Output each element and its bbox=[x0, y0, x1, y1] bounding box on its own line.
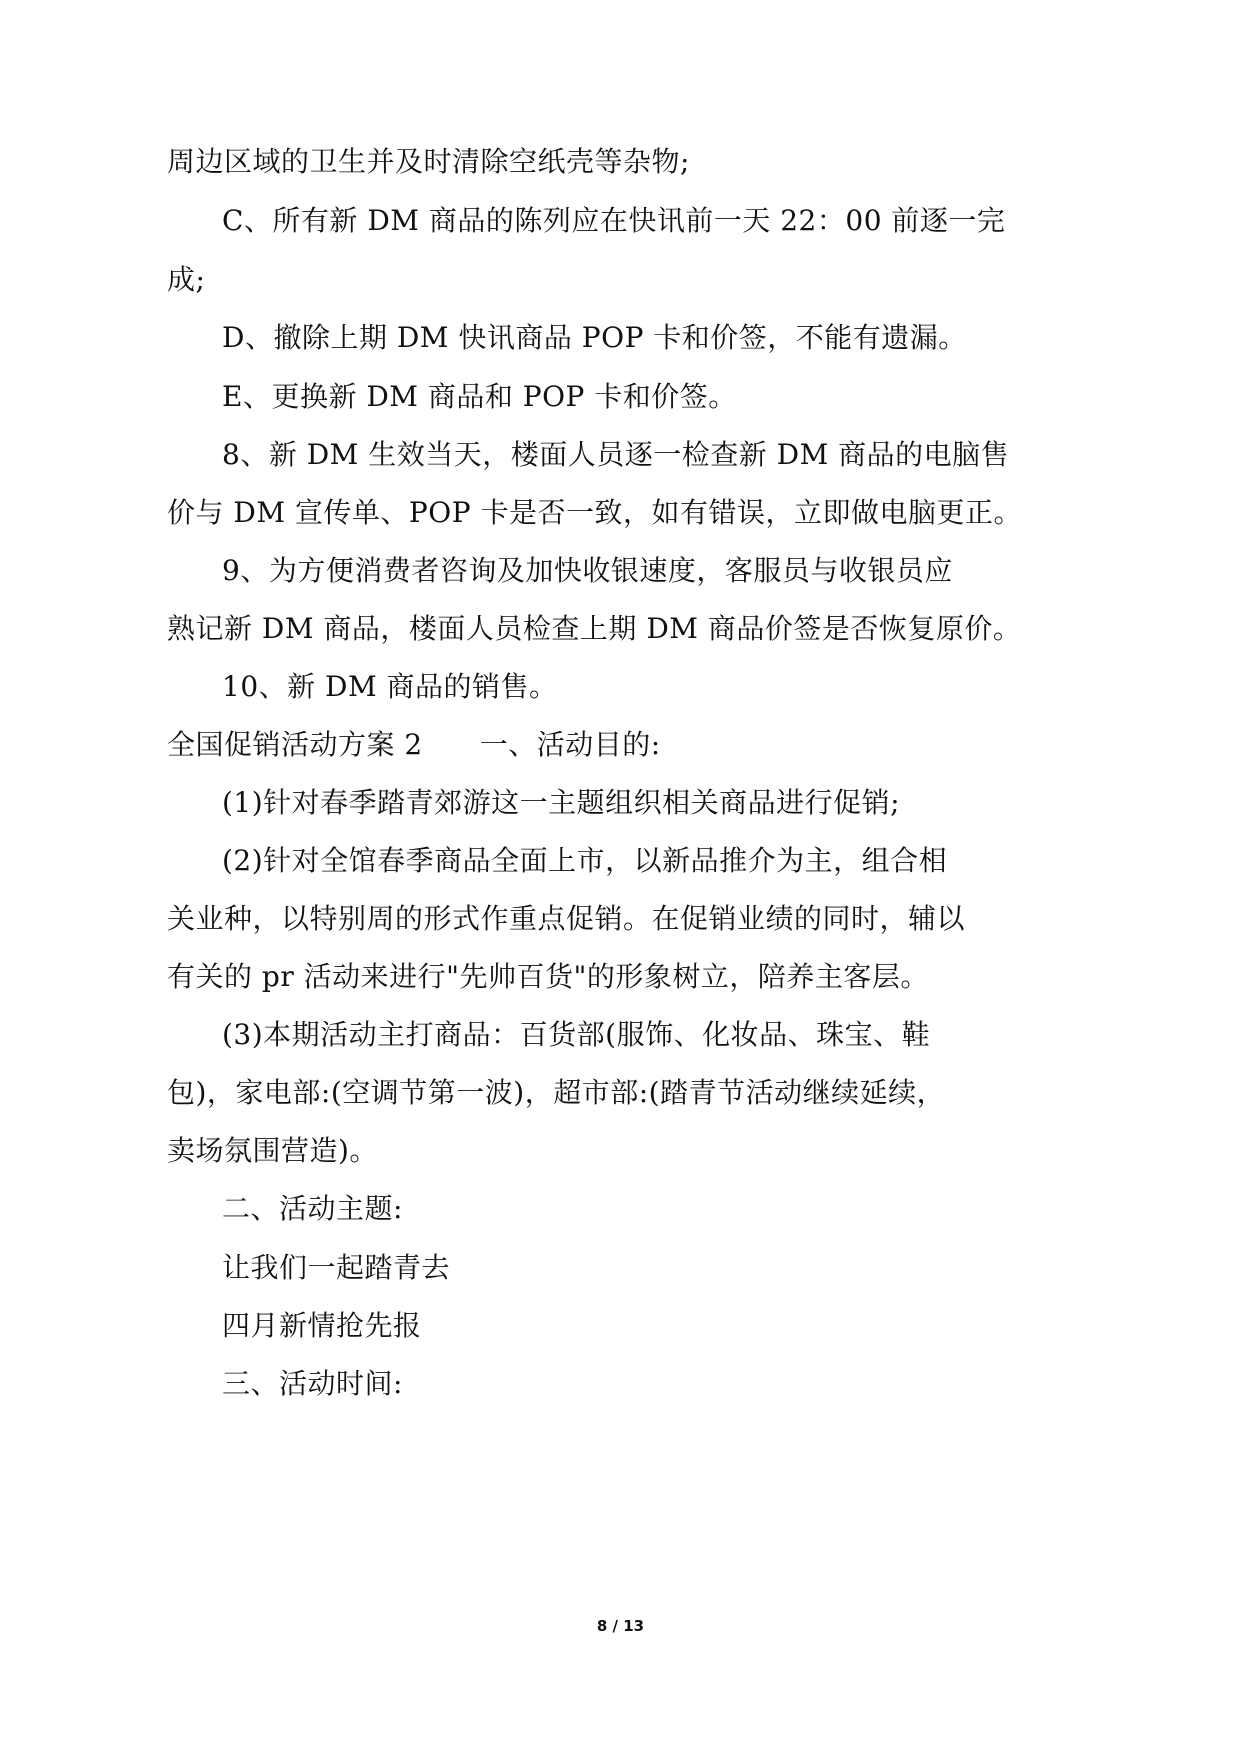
text-line-6: 8、新 DM 生效当天，楼面人员逐一检查新 DM 商品的电脑售 bbox=[222, 438, 1010, 471]
text-line-20: 让我们一起踏青去 bbox=[222, 1251, 451, 1284]
text-line-2: C、所有新 DM 商品的陈列应在快讯前一天 22：00 前逐一完 bbox=[222, 204, 1006, 237]
text-line-3: 成; bbox=[167, 263, 206, 296]
text-line-15: 有关的 pr 活动来进行"先帅百货"的形象树立，陪养主客层。 bbox=[167, 960, 929, 993]
text-line-9: 熟记新 DM 商品，楼面人员检查上期 DM 商品价签是否恢复原价。 bbox=[167, 612, 1022, 645]
text-line-21: 四月新情抢先报 bbox=[222, 1309, 422, 1342]
text-line-13: (2)针对全馆春季商品全面上市，以新品推介为主，组合相 bbox=[222, 844, 948, 877]
text-line-19: 二、活动主题: bbox=[222, 1192, 403, 1225]
text-line-17: 包)，家电部:(空调节第一波)，超市部:(踏青节活动继续延续， bbox=[167, 1076, 946, 1109]
section-heading: 全国促销活动方案 2 一、活动目的: bbox=[167, 728, 661, 761]
text-line-22: 三、活动时间: bbox=[222, 1367, 403, 1400]
text-line-16: (3)本期活动主打商品：百货部(服饰、化妆品、珠宝、鞋 bbox=[222, 1018, 931, 1051]
text-line-12: (1)针对春季踏青郊游这一主题组织相关商品进行促销; bbox=[222, 786, 901, 819]
text-line-1: 周边区域的卫生并及时清除空纸壳等杂物; bbox=[167, 145, 690, 178]
text-line-10: 10、新 DM 商品的销售。 bbox=[222, 670, 558, 703]
page-number: 8 / 13 bbox=[596, 1617, 645, 1635]
text-line-4: D、撤除上期 DM 快讯商品 POP 卡和价签，不能有遗漏。 bbox=[222, 321, 967, 354]
text-line-8: 9、为方便消费者咨询及加快收银速度，客服员与收银员应 bbox=[222, 554, 953, 587]
text-line-18: 卖场氛围营造)。 bbox=[167, 1134, 378, 1167]
text-line-14: 关业种，以特别周的形式作重点促销。在促销业绩的同时，辅以 bbox=[167, 902, 966, 935]
text-line-7: 价与 DM 宣传单、POP 卡是否一致，如有错误，立即做电脑更正。 bbox=[167, 496, 1022, 529]
text-line-5: E、更换新 DM 商品和 POP 卡和价签。 bbox=[222, 380, 737, 413]
